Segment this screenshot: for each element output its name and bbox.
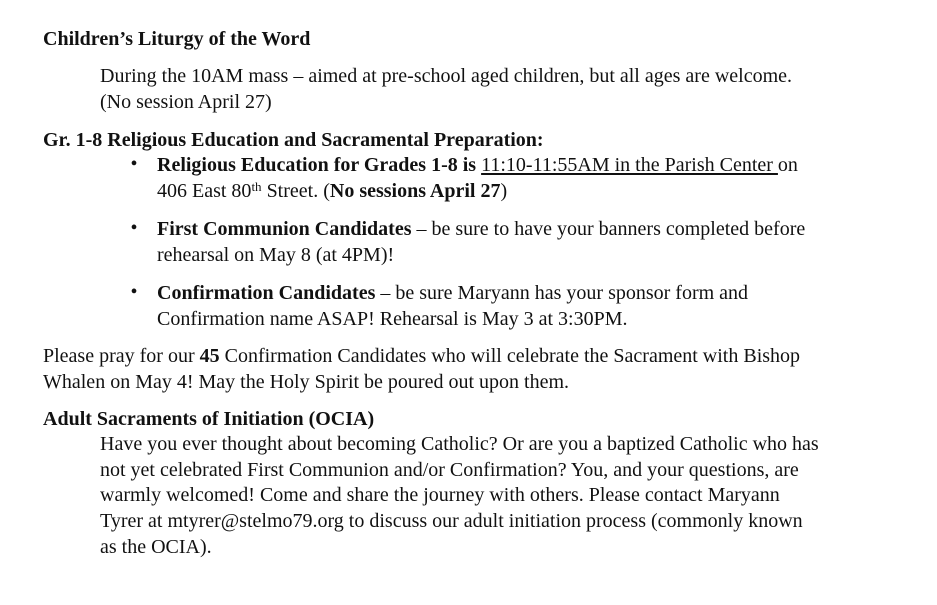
prayer-pre: Please pray for our	[43, 345, 200, 367]
ocia-line: not yet celebrated First Communion and/or Confirmation? You, and your questions, are	[100, 459, 799, 481]
closing-paren: )	[500, 180, 508, 202]
confirmation-line2: Confirmation name ASAP! Rehearsal is May 3 at 3:30PM.	[157, 308, 628, 330]
first-communion-line2: rehearsal on May 8 (at 4PM)!	[157, 244, 395, 266]
prayer-line2: Whalen on May 4! May the Holy Spirit be poured out upon them.	[43, 371, 570, 393]
religious-ed-heading: Gr. 1-8 Religious Education and Sacramental Preparation:	[43, 129, 544, 151]
confirmation-line1	[157, 280, 748, 306]
ocia-line: Tyrer at mtyrer@stelmo79.org to discuss our adult initiation process (commonly known	[100, 510, 803, 532]
religious-ed-item-tail: on	[777, 154, 798, 176]
prayer-post: Confirmation Candidates who will celebrate the Sacrament with Bishop	[219, 345, 801, 367]
bullet-icon: •	[130, 153, 138, 175]
ordinal-suffix: th	[251, 179, 262, 194]
confirmation-text: – be sure Maryann has your sponsor form and	[375, 282, 749, 304]
class-time-location: 11:10-11:55AM in the Parish Center	[481, 154, 778, 176]
religious-ed-item-line2	[157, 178, 507, 204]
liturgy-text-line1: During the 10AM mass – aimed at pre-school aged children, but all ages are welcome.	[100, 65, 793, 87]
ocia-line: warmly welcomed! Come and share the journey with others. Please contact Maryann	[100, 484, 780, 506]
prayer-line1	[43, 343, 800, 369]
liturgy-text-line2: (No session April 27)	[100, 91, 272, 113]
religious-ed-item-line1	[157, 152, 798, 178]
first-communion-lead: First Communion Candidates	[157, 218, 412, 240]
ocia-heading: Adult Sacraments of Initiation (OCIA)	[43, 408, 375, 430]
candidate-count: 45	[199, 345, 220, 367]
bullet-icon: •	[130, 281, 138, 303]
bullet-icon: •	[130, 217, 138, 239]
religious-ed-item-lead: Religious Education for Grades 1-8 is	[157, 154, 482, 176]
first-communion-text: – be sure to have your banners completed before	[411, 218, 806, 240]
no-sessions-note: No sessions April 27	[329, 180, 501, 202]
liturgy-heading: Children’s Liturgy of the Word	[43, 28, 311, 50]
ocia-line: as the OCIA).	[100, 536, 212, 558]
address-text: 406 East 80	[157, 180, 252, 202]
street-text: Street. (	[261, 180, 330, 202]
first-communion-line1	[157, 216, 805, 242]
ocia-line: Have you ever thought about becoming Catholic? Or are you a baptized Catholic who has	[100, 433, 819, 455]
confirmation-lead: Confirmation Candidates	[157, 282, 376, 304]
